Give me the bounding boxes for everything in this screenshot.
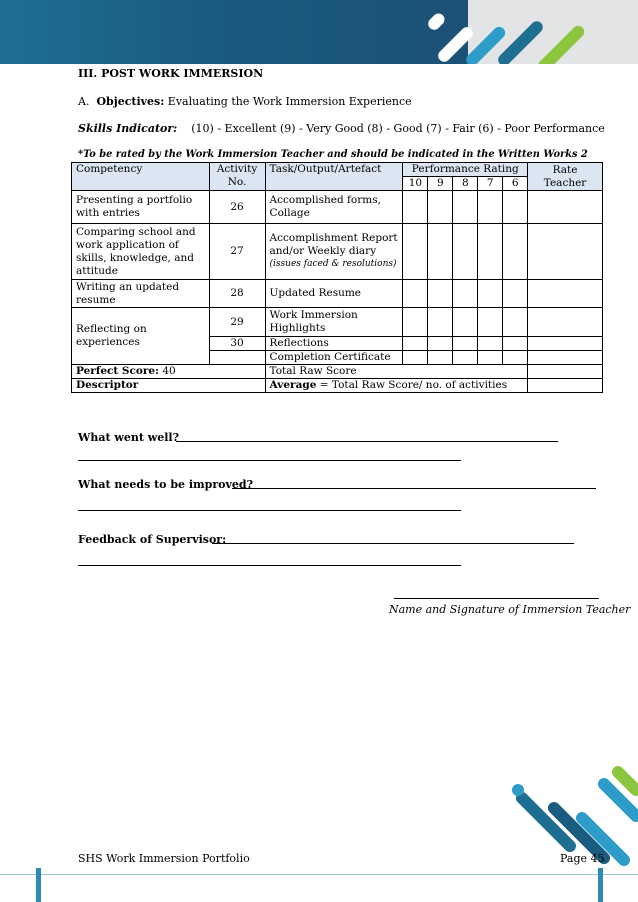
rating-cell[interactable]: [503, 224, 528, 280]
scale-9: 9: [428, 177, 453, 191]
rate-teacher-cell[interactable]: [528, 351, 603, 365]
activity-cell: 29: [209, 308, 265, 337]
task-cell: Completion Certificate: [265, 351, 403, 365]
decor-dot: [512, 784, 524, 796]
rating-cell[interactable]: [503, 351, 528, 365]
rating-cell[interactable]: [403, 280, 428, 308]
activity-cell: [209, 351, 265, 365]
table-row: [72, 224, 603, 280]
rate-teacher-cell[interactable]: [528, 224, 603, 280]
header-activity: Activity No.: [209, 163, 265, 191]
rating-cell[interactable]: [428, 337, 453, 351]
signature-caption: Name and Signature of Immersion Teacher: [389, 603, 631, 616]
rating-cell[interactable]: [503, 308, 528, 337]
scale-7: 7: [478, 177, 503, 191]
total-raw-score-cell[interactable]: [528, 365, 603, 379]
rating-cell[interactable]: [503, 280, 528, 308]
skills-scale: (10) - Excellent (9) - Very Good (8) - Good (7) - Fair (6) - Poor Performance: [191, 122, 605, 135]
header-rate-teacher: Rate Teacher: [528, 163, 603, 191]
objectives-label: Objectives:: [96, 95, 165, 108]
task-cell: Work Immersion Highlights: [265, 308, 403, 337]
rating-cell[interactable]: [478, 280, 503, 308]
rating-cell[interactable]: [453, 224, 478, 280]
rating-cell[interactable]: [428, 280, 453, 308]
footer-bar-left: [36, 868, 41, 902]
scale-6: 6: [503, 177, 528, 191]
table-row: [72, 280, 603, 308]
rating-cell[interactable]: [403, 224, 428, 280]
rating-cell[interactable]: [453, 280, 478, 308]
competency-table: [71, 162, 603, 393]
task-cell: [265, 224, 403, 280]
descriptor-row: [72, 379, 603, 393]
objectives-text: Evaluating the Work Immersion Experience: [164, 95, 412, 108]
went-well-answer-line[interactable]: [176, 441, 558, 442]
rating-cell[interactable]: [478, 351, 503, 365]
rate-teacher-cell[interactable]: [528, 337, 603, 351]
average-label: Average: [269, 379, 317, 391]
rating-cell[interactable]: [403, 337, 428, 351]
rating-cell[interactable]: [478, 224, 503, 280]
section-title: III. POST WORK IMMERSION: [78, 67, 264, 80]
rating-cell[interactable]: [403, 351, 428, 365]
header-competency: Competency: [72, 163, 210, 191]
average-value-cell[interactable]: [528, 379, 603, 393]
rating-cell[interactable]: [453, 191, 478, 224]
perfect-score-value: 40: [159, 365, 176, 377]
skills-line: [78, 122, 605, 135]
task-cell: Accomplished forms, Collage: [265, 191, 403, 224]
improve-answer-line[interactable]: [232, 488, 596, 489]
rating-cell[interactable]: [428, 191, 453, 224]
rating-cell[interactable]: [428, 351, 453, 365]
perfect-score-row: [72, 365, 603, 379]
activity-cell: 26: [209, 191, 265, 224]
footer-bar-right: [598, 868, 603, 902]
perfect-score-label: Perfect Score:: [76, 365, 159, 377]
feedback-answer-line[interactable]: [212, 543, 574, 544]
rating-cell[interactable]: [478, 337, 503, 351]
header-task: Task/Output/Artefact: [265, 163, 403, 191]
feedback-label: Feedback of Supervisor:: [78, 533, 227, 546]
rating-cell[interactable]: [403, 308, 428, 337]
activity-cell: 30: [209, 337, 265, 351]
activity-cell: 27: [209, 224, 265, 280]
rate-teacher-cell[interactable]: [528, 308, 603, 337]
competency-cell: Reflecting on experiences: [72, 308, 210, 365]
descriptor-label: Descriptor: [72, 379, 266, 393]
objectives-prefix: A.: [78, 95, 90, 108]
rate-teacher-cell[interactable]: [528, 280, 603, 308]
rating-cell[interactable]: [453, 337, 478, 351]
feedback-answer-line-2[interactable]: [78, 565, 461, 566]
rating-cell[interactable]: [478, 308, 503, 337]
went-well-answer-line-2[interactable]: [78, 460, 461, 461]
rating-cell[interactable]: [428, 224, 453, 280]
footer-title: SHS Work Immersion Portfolio: [78, 852, 250, 865]
rating-note: *To be rated by the Work Immersion Teacher and should be indicated in the Written Works 2: [78, 149, 588, 160]
activity-cell: 28: [209, 280, 265, 308]
task-text: Accomplishment Report and/or Weekly diary: [269, 232, 398, 257]
competency-cell: Comparing school and work application of skills, knowledge, and attitude: [72, 224, 210, 280]
average-cell: [265, 379, 528, 393]
rating-cell[interactable]: [503, 337, 528, 351]
footer-rule: [0, 874, 638, 875]
competency-cell: Presenting a portfolio with entries: [72, 191, 210, 224]
rate-teacher-cell[interactable]: [528, 191, 603, 224]
task-cell: Updated Resume: [265, 280, 403, 308]
objectives-line: [78, 95, 412, 108]
signature-line[interactable]: [394, 598, 599, 599]
improve-label: What needs to be improved?: [78, 478, 254, 491]
scale-8: 8: [453, 177, 478, 191]
rating-cell[interactable]: [453, 308, 478, 337]
task-note: (issues faced & resolutions): [269, 259, 397, 269]
page-number: Page 45: [560, 852, 605, 865]
competency-cell: Writing an updated resume: [72, 280, 210, 308]
rating-cell[interactable]: [503, 191, 528, 224]
skills-label: Skills Indicator:: [78, 122, 178, 135]
rating-cell[interactable]: [403, 191, 428, 224]
header-banner: [0, 0, 638, 64]
task-cell: Reflections: [265, 337, 403, 351]
table-header-row: [72, 163, 603, 177]
scale-10: 10: [403, 177, 428, 191]
improve-answer-line-2[interactable]: [78, 510, 461, 511]
decor-stroke: [618, 772, 636, 790]
perfect-score-cell: [72, 365, 266, 379]
rating-cell[interactable]: [478, 191, 503, 224]
average-text: = Total Raw Score/ no. of activities: [316, 379, 508, 391]
went-well-label: What went well?: [78, 431, 180, 444]
header-performance-rating: Performance Rating: [403, 163, 528, 177]
total-raw-score-label: Total Raw Score: [265, 365, 528, 379]
table-row: [72, 191, 603, 224]
rating-cell[interactable]: [453, 351, 478, 365]
rating-cell[interactable]: [428, 308, 453, 337]
table-row: [72, 308, 603, 337]
